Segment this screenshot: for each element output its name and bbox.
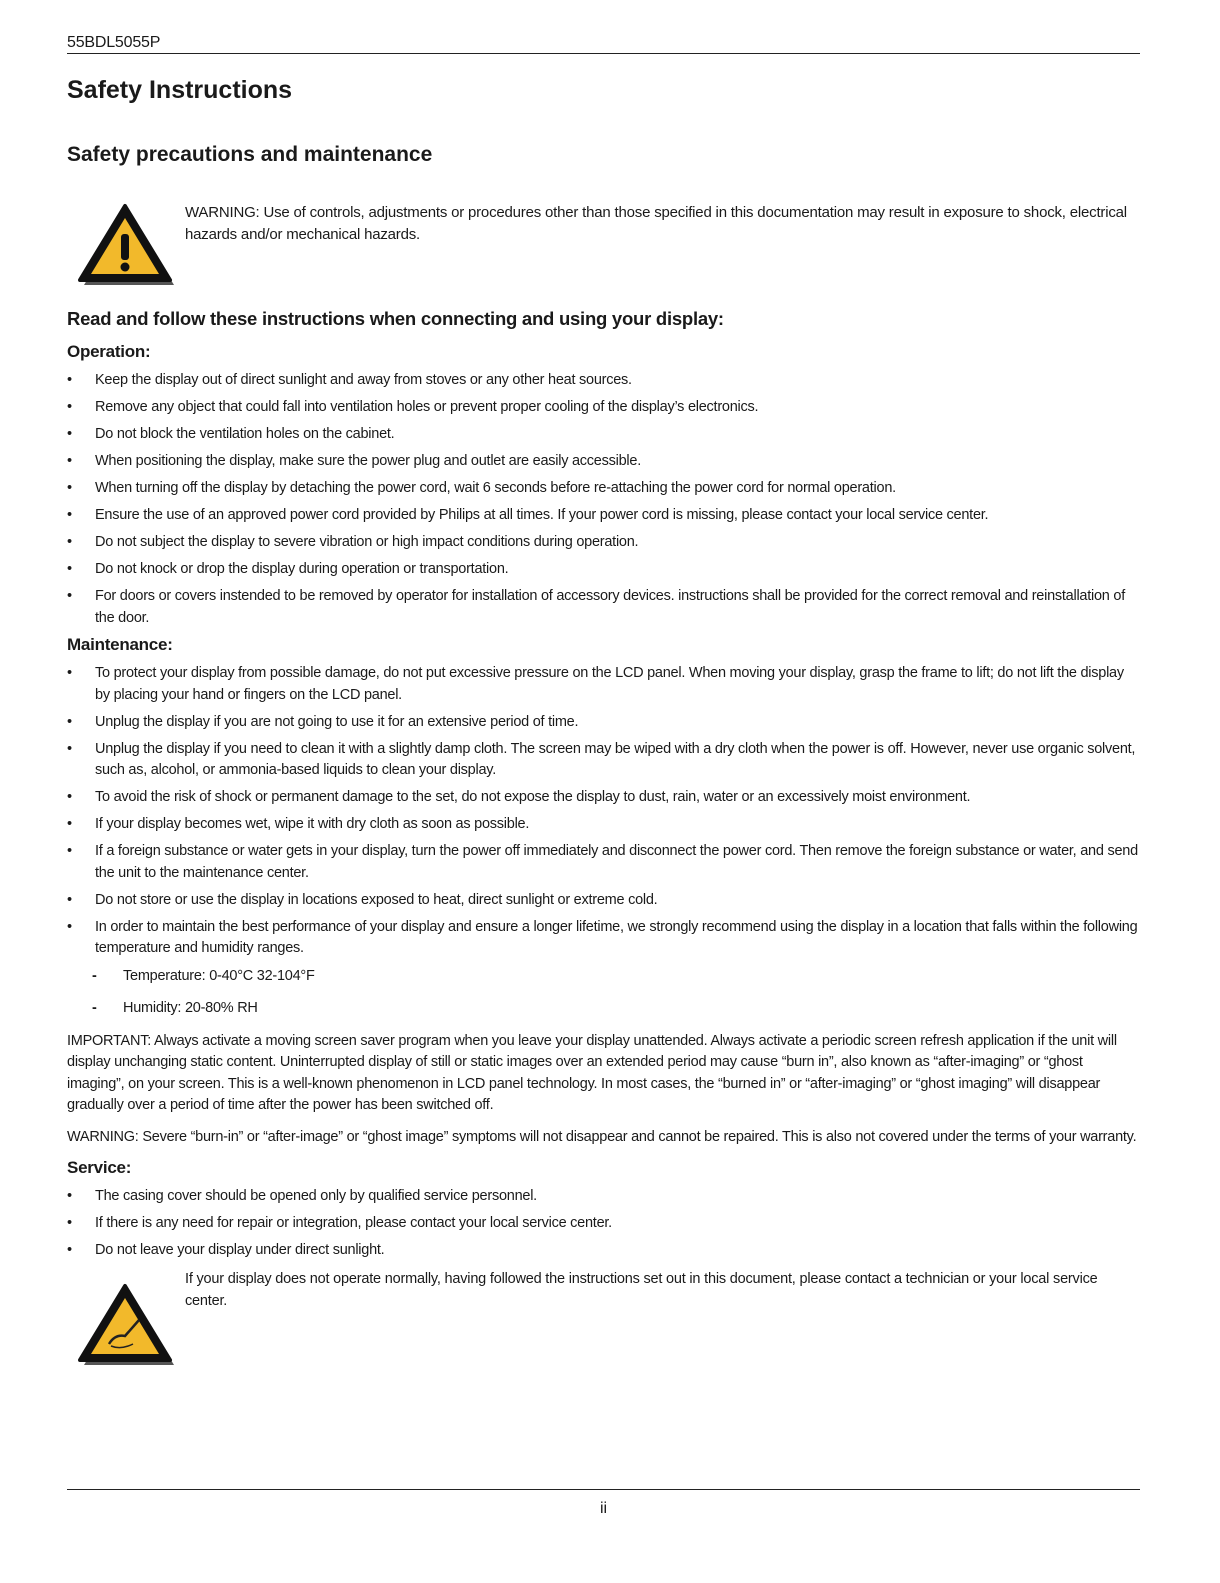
- list-item: • To avoid the risk of shock or permanent damage to the set, do not expose the display to dust, rain, water or an excessively moist environment.: [67, 787, 1140, 809]
- warning-paragraph: [67, 1127, 1140, 1149]
- important-text: : Always activate a moving screen saver program when you leave your display unattended. Always activate a periodic screen refresh application if the unit will display unchanging static content. Uninterrupted display of still or static images over an extended period may cause “burn in”, also known as “after-imaging” or “ghost imaging”, on your screen. This is a well-known phenomenon in LCD panel technology. In most cases, the “burned in” or “after-imaging” or “ghost imaging” will disappear gradually over a period of time after the power has been switched off.: [67, 1032, 1117, 1113]
- list-item: • Keep the display out of direct sunlight and away from stoves or any other heat sources.: [67, 370, 1140, 392]
- list-item: • When positioning the display, make sure the power plug and outlet are easily accessible.: [67, 451, 1140, 473]
- list-item: • To protect your display from possible damage, do not put excessive pressure on the LCD panel. When moving your display, grasp the frame to lift; do not lift the display by placing your hand or fingers on the LCD panel.: [67, 663, 1140, 706]
- read-follow-heading: Read and follow these instructions when connecting and using your display:: [67, 308, 724, 329]
- humidity-range: - Humidity: 20-80% RH: [67, 998, 1140, 1020]
- instructions-body: [67, 308, 1140, 1358]
- header-divider: [67, 53, 1140, 54]
- list-item: • For doors or covers instended to be removed by operator for installation of accessory devices. instructions shall be provided for the correct removal and reinstallation of the door.: [67, 586, 1140, 629]
- list-item: • The casing cover should be opened only by qualified service personnel.: [67, 1186, 1140, 1208]
- range-list: [67, 966, 1140, 1020]
- important-label: IMPORTANT: [67, 1032, 148, 1049]
- temperature-range: - Temperature: 0-40°C 32-104°F: [67, 966, 1140, 988]
- warning-text: : Severe “burn-in” or “after-image” or “ghost image” symptoms will not disappear and cannot be repaired. This is also not covered under the terms of your warranty.: [134, 1128, 1137, 1145]
- warning-text: WARNING: Use of controls, adjustments or procedures other than those specified in this documentation may result in exposure to shock, electrical hazards and/or mechanical hazards.: [185, 204, 1127, 243]
- maintenance-list: [67, 663, 1140, 960]
- important-paragraph: [67, 1031, 1140, 1117]
- model-header: 55BDL5055P: [67, 34, 161, 51]
- list-item: • Do not subject the display to severe vibration or high impact conditions during operation.: [67, 532, 1140, 554]
- list-item: • If a foreign substance or water gets in your display, turn the power off immediately and disconnect the power cord. Then remove the foreign substance or water, and send the unit to the maintenance center.: [67, 841, 1140, 884]
- list-item: • In order to maintain the best performance of your display and ensure a longer lifetime, we strongly recommend using the display in a location that falls within the following temperature and humidity ranges.: [67, 917, 1140, 960]
- list-item: • Ensure the use of an approved power cord provided by Philips at all times. If your power cord is missing, please contact your local service center.: [67, 505, 1140, 527]
- note-text: If your display does not operate normally, having followed the instructions set out in this document, please contact a technician or your local service center.: [185, 1270, 1098, 1309]
- footer-divider: [67, 1489, 1140, 1490]
- note-box: [67, 1268, 1140, 1358]
- list-item: • Do not block the ventilation holes on the cabinet.: [67, 424, 1140, 446]
- operation-heading: Operation:: [67, 342, 151, 361]
- list-item: • Unplug the display if you need to clean it with a slightly damp cloth. The screen may be wiped with a dry cloth when the power is off. However, never use organic solvent, such as, alcohol, or ammonia-based liquids to clean your display.: [67, 739, 1140, 782]
- list-item: • Do not store or use the display in locations exposed to heat, direct sunlight or extreme cold.: [67, 890, 1140, 912]
- list-item: • If there is any need for repair or integration, please contact your local service center.: [67, 1213, 1140, 1235]
- operation-list: [67, 370, 1140, 629]
- section-title: Safety precautions and maintenance: [67, 143, 433, 166]
- list-item: • Do not knock or drop the display during operation or transportation.: [67, 559, 1140, 581]
- list-item: • When turning off the display by detaching the power cord, wait 6 seconds before re-attaching the power cord for normal operation.: [67, 478, 1140, 500]
- service-list: [67, 1186, 1140, 1262]
- list-item: • Remove any object that could fall into ventilation holes or prevent proper cooling of the display’s electronics.: [67, 397, 1140, 419]
- list-item: • Unplug the display if you are not going to use it for an extensive period of time.: [67, 712, 1140, 734]
- warning-exclamation-icon: [75, 202, 175, 286]
- warning-label: WARNING: [67, 1128, 135, 1145]
- list-item: • Do not leave your display under direct sunlight.: [67, 1240, 1140, 1262]
- note-pencil-icon: [75, 1282, 175, 1366]
- page-title: Safety Instructions: [67, 76, 293, 104]
- page-number: ii: [599, 1500, 608, 1517]
- service-heading: Service:: [67, 1158, 132, 1177]
- list-item: • If your display becomes wet, wipe it with dry cloth as soon as possible.: [67, 814, 1140, 836]
- maintenance-heading: Maintenance:: [67, 635, 173, 654]
- warning-box: [67, 200, 1140, 290]
